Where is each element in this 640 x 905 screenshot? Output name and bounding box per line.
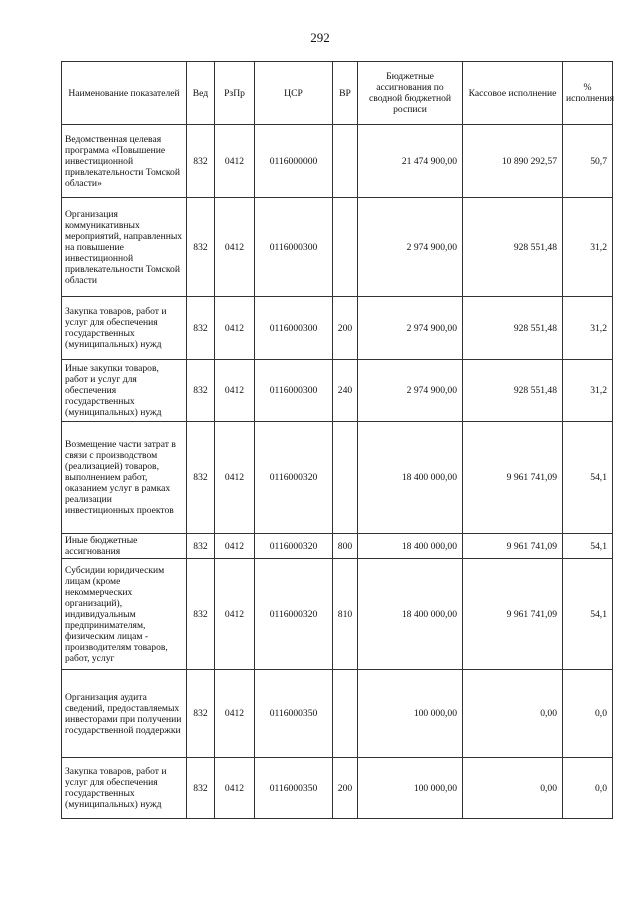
header-name: Наименование показателей	[62, 62, 187, 125]
row-csr: 0116000320	[255, 559, 333, 670]
row-rzpr: 0412	[215, 758, 255, 819]
header-ved: Вед	[187, 62, 215, 125]
table-row	[62, 670, 613, 758]
row-csr: 0116000320	[255, 422, 333, 534]
row-budget: 100 000,00	[358, 670, 463, 758]
row-vr: 240	[333, 360, 358, 422]
row-pct: 31,2	[563, 360, 613, 422]
row-pct: 50,7	[563, 125, 613, 198]
row-budget: 18 400 000,00	[358, 559, 463, 670]
row-rzpr: 0412	[215, 360, 255, 422]
row-ved: 832	[187, 360, 215, 422]
header-csr: ЦСР	[255, 62, 333, 125]
header-cash: Кассовое исполнение	[463, 62, 563, 125]
row-ved: 832	[187, 198, 215, 297]
table-header-row	[62, 62, 613, 125]
row-pct: 54,1	[563, 559, 613, 670]
row-csr: 0116000300	[255, 198, 333, 297]
row-cash: 9 961 741,09	[463, 559, 563, 670]
row-name: Возмещение части затрат в связи с производством (реализацией) товаров, выполнением работ, оказанием услуг в рамках реализации инвестиционных проектов	[62, 422, 187, 534]
header-budget: Бюджетные ассигнования по сводной бюджетной росписи	[358, 62, 463, 125]
row-name: Ведомственная целевая программа «Повышение инвестиционной привлекательности Томской области»	[62, 125, 187, 198]
row-csr: 0116000350	[255, 670, 333, 758]
row-vr	[333, 198, 358, 297]
row-rzpr: 0412	[215, 534, 255, 559]
row-name: Иные бюджетные ассигнования	[62, 534, 187, 559]
row-rzpr: 0412	[215, 670, 255, 758]
row-ved: 832	[187, 125, 215, 198]
row-budget: 18 400 000,00	[358, 534, 463, 559]
row-pct: 54,1	[563, 534, 613, 559]
row-budget: 100 000,00	[358, 758, 463, 819]
row-cash: 10 890 292,57	[463, 125, 563, 198]
row-vr	[333, 422, 358, 534]
header-vr: ВР	[333, 62, 358, 125]
row-ved: 832	[187, 422, 215, 534]
row-budget: 2 974 900,00	[358, 360, 463, 422]
row-cash: 928 551,48	[463, 360, 563, 422]
table-row	[62, 559, 613, 670]
row-rzpr: 0412	[215, 297, 255, 360]
row-pct: 0,0	[563, 758, 613, 819]
row-csr: 0116000320	[255, 534, 333, 559]
row-csr: 0116000300	[255, 360, 333, 422]
row-name: Иные закупки товаров, работ и услуг для обеспечения государственных (муниципальных) нужд	[62, 360, 187, 422]
table-row	[62, 360, 613, 422]
row-csr: 0116000300	[255, 297, 333, 360]
row-rzpr: 0412	[215, 198, 255, 297]
row-vr	[333, 670, 358, 758]
header-rzpr: РзПр	[215, 62, 255, 125]
row-vr	[333, 125, 358, 198]
row-pct: 54,1	[563, 422, 613, 534]
table-row	[62, 422, 613, 534]
row-vr: 800	[333, 534, 358, 559]
row-name: Закупка товаров, работ и услуг для обеспечения государственных (муниципальных) нужд	[62, 758, 187, 819]
row-csr: 0116000000	[255, 125, 333, 198]
row-cash: 928 551,48	[463, 297, 563, 360]
row-budget: 2 974 900,00	[358, 297, 463, 360]
row-ved: 832	[187, 670, 215, 758]
table-row	[62, 198, 613, 297]
row-name: Субсидии юридическим лицам (кроме некоммерческих организаций), индивидуальным предпринимателям, физическим лицам - производителям товаров, работ, услуг	[62, 559, 187, 670]
row-pct: 31,2	[563, 198, 613, 297]
row-csr: 0116000350	[255, 758, 333, 819]
row-rzpr: 0412	[215, 559, 255, 670]
header-pct: % исполнения	[563, 62, 613, 125]
row-name: Организация аудита сведений, предоставляемых инвесторами при получении государственной поддержки	[62, 670, 187, 758]
row-name: Закупка товаров, работ и услуг для обеспечения государственных (муниципальных) нужд	[62, 297, 187, 360]
row-rzpr: 0412	[215, 125, 255, 198]
table-row	[62, 125, 613, 198]
row-budget: 2 974 900,00	[358, 198, 463, 297]
table-row	[62, 534, 613, 559]
row-budget: 21 474 900,00	[358, 125, 463, 198]
row-pct: 31,2	[563, 297, 613, 360]
table-row	[62, 758, 613, 819]
page-number: 292	[310, 30, 330, 45]
row-ved: 832	[187, 758, 215, 819]
row-pct: 0,0	[563, 670, 613, 758]
row-cash: 9 961 741,09	[463, 534, 563, 559]
row-cash: 0,00	[463, 758, 563, 819]
table-row	[62, 297, 613, 360]
row-name: Организация коммуникативных мероприятий, направленных на повышение инвестиционной привлекательности Томской области	[62, 198, 187, 297]
row-ved: 832	[187, 297, 215, 360]
row-vr: 200	[333, 758, 358, 819]
row-ved: 832	[187, 534, 215, 559]
row-cash: 9 961 741,09	[463, 422, 563, 534]
row-vr: 200	[333, 297, 358, 360]
row-ved: 832	[187, 559, 215, 670]
row-cash: 0,00	[463, 670, 563, 758]
budget-execution-table	[61, 61, 613, 819]
row-rzpr: 0412	[215, 422, 255, 534]
row-vr: 810	[333, 559, 358, 670]
row-cash: 928 551,48	[463, 198, 563, 297]
row-budget: 18 400 000,00	[358, 422, 463, 534]
